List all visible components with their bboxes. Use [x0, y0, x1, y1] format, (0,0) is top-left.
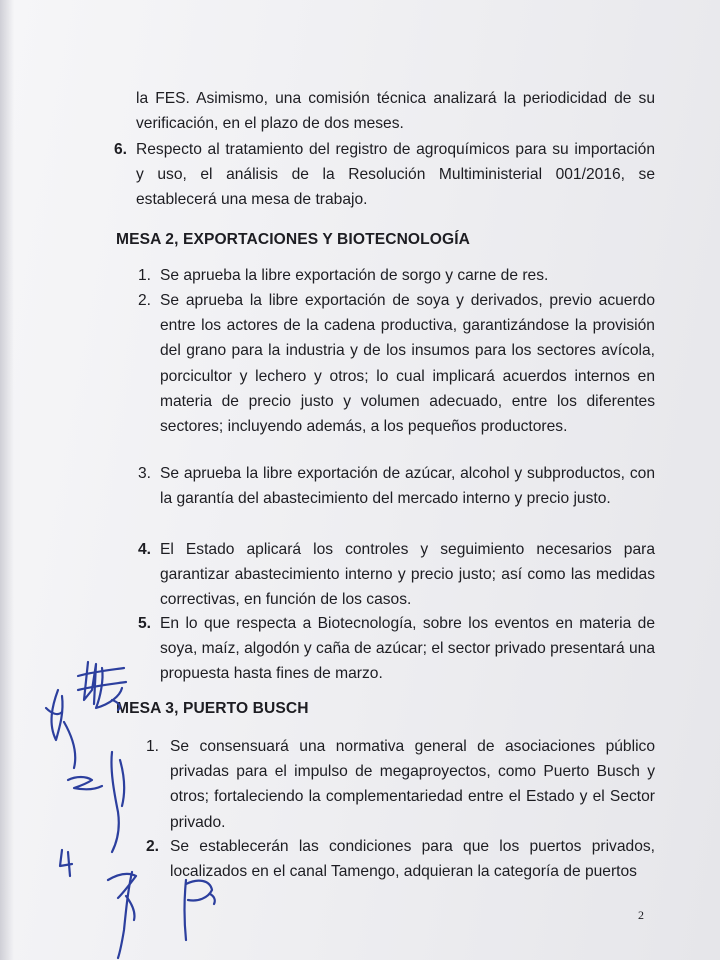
mesa2-item-5-text: En lo que respecta a Biotecnología, sobre los eventos en materia de soya, maíz, algodón y caña de azúcar; el sector privado presentará una propuesta hasta fines de marzo. — [160, 615, 655, 683]
mesa3-item-2-text: Se establecerán las condiciones para que los puertos privados, localizados en el canal Tamengo, adquieran la categoría de puertos — [170, 838, 655, 881]
intro-continuation-paragraph: la FES. Asimismo, una comisión técnica analizará la periodicidad de su verificación, en el plazo de dos meses. — [136, 90, 655, 133]
mesa2-item-3-text: Se aprueba la libre exportación de azúcar, alcohol y subproductos, con la garantía del abastecimiento del mercado interno y precio justo. — [160, 465, 655, 508]
mesa2-item-5-number: 5. — [138, 615, 152, 632]
mesa3-item-2-number: 2. — [146, 838, 160, 855]
page-edge-shadow — [0, 0, 14, 960]
mesa3-item-1-number: 1. — [146, 738, 160, 755]
mesa2-item-2-text: Se aprueba la libre exportación de soya y derivados, previo acuerdo entre los actores de la cadena productiva, garantizándose la provisión del grano para la industria y de los insumos para los sectores avícola, porcicultor y lechero y otros; lo cual implicará acuerdos internos en materia de precio justo y volumen adecuado, entre los diferentes sectores; incluyendo además, a los pequeños productores. — [160, 292, 655, 436]
mesa2-item-1-text: Se aprueba la libre exportación de sorgo y carne de res. — [160, 267, 549, 284]
mesa2-item-4-number: 4. — [138, 541, 152, 558]
mesa2-item-3-number: 3. — [138, 465, 152, 482]
mesa3-item-1-text: Se consensuará una normativa general de asociaciones público privadas para el impulso de megaproyectos, como Puerto Busch y otros; fortaleciendo la complementariedad entre el Estado y el Sector privado. — [170, 738, 655, 831]
mesa2-item-1-number: 1. — [138, 267, 152, 284]
item-6-text: Respecto al tratamiento del registro de agroquímicos para su importación y uso, el análisis de la Resolución Multiministerial 001/2016, se establecerá una mesa de trabajo. — [136, 141, 655, 209]
signature-scrawl-left — [46, 690, 75, 768]
page-number: 2 — [638, 908, 644, 922]
signature-mark-middle — [68, 752, 124, 852]
signature-initial-bottom — [185, 880, 215, 940]
signature-scrawl-bottom — [108, 872, 136, 958]
mesa2-item-4-text: El Estado aplicará los controles y seguimiento necesarios para garantizar abastecimiento interno y precio justo; así como las medidas correctivas, en función de los casos. — [160, 541, 655, 609]
item-6-number: 6. — [114, 141, 128, 158]
signature-mark-small — [60, 850, 72, 876]
mesa2-item-2-number: 2. — [138, 292, 152, 309]
mesa-2-heading: MESA 2, EXPORTACIONES Y BIOTECNOLOGÍA — [116, 231, 471, 248]
mesa-3-heading: MESA 3, PUERTO BUSCH — [116, 700, 309, 717]
